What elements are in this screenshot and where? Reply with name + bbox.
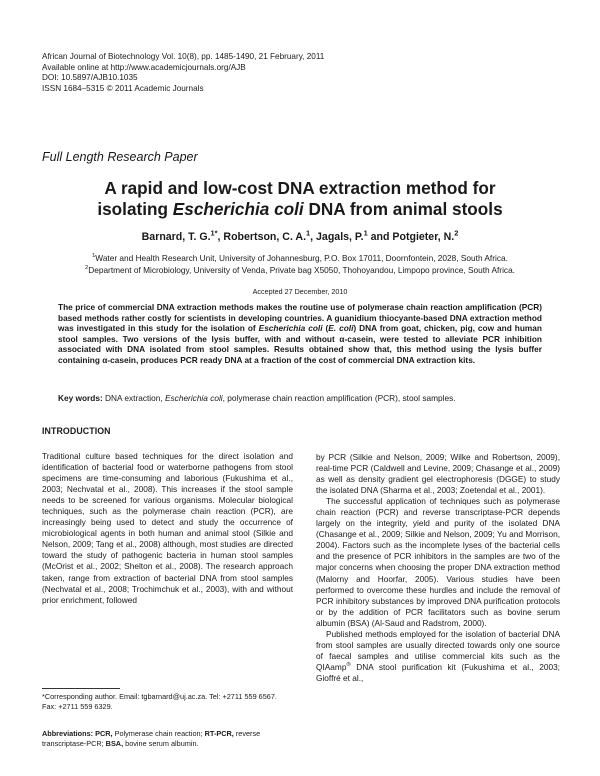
journal-header [42,52,324,94]
keywords-label: Key words: [58,393,103,403]
intro-paragraph-4-a: Published methods employed for the isolation of bacterial DNA from stool samples are usually directed towards only one source of faecal samples and utilise commercial kits such as the QIAamp [316,628,560,672]
journal-issn: ISSN 1684–5315 © 2011 Academic Journals [42,83,204,93]
corresponding-mark: * [214,228,218,238]
intro-paragraph-4 [316,629,560,684]
title-line-2-pre: isolating [97,199,173,219]
abstract-part-1: The price of commercial DNA extraction methods makes the routine use of polymerase chain reaction amplification (PCR) based methods rather costly for scientists in developing countries. A guanidium thiocyante-based DNA extraction method was investigated in this study for the isolation of [58,302,542,334]
abstract-part-3: ) DNA from goat, chicken, pig, cow and human stool samples. Two versions of the lysis buffer, with and without α-casein, were tested to alleviate PCR inhibition associated with DNA isolated from stool samples. Results obtained show that, this method using the lysis buffer containing α-casein, produces PCR ready DNA at a fraction of the cost of commercial DNA extraction kits. [58,323,542,365]
title-line-2-post: DNA from animal stools [303,199,503,219]
journal-citation: African Journal of Biotechnology Vol. 10(8), pp. 1485-1490, 21 February, 2011 [42,52,325,61]
accepted-date: Accepted 27 December, 2010 [252,287,348,296]
journal-doi: DOI: 10.5897/AJB10.1035 [42,73,138,83]
author-3-affil: 1 [363,228,368,238]
intro-paragraph-1: Traditional culture based techniques for the direct isolation and identification of bacterial food or waterborne pathogens from stool specimens are time-consuming and laborious (Fukushima et al., 2003; Nechvatal et al., 2008). This increases if the stool sample needs to be screened for various organisms. Molecular biological techniques, such as the polymerase chain reaction (PCR), are increasingly being used to detect and study the occurrence of microbiological agents in both human and animal stool (Silkie and Nelson, 2009; Tang et al., 2008) although, most studies are directed toward the study of pathogenic bacteria in human stool samples (McOrist et al., 2002; Shelton et al., 2008). The research approach taken, range from extraction of bacterial DNA from stool samples (Nechvatal et al., 2008; Trochimchuk et al., 2003), with and without prior enrichment, followed [42,451,293,605]
footnote-divider [42,688,120,689]
corresponding-author-footnote: *Corresponding author. Email: tgbarnard@uj.ac.za. Tel: +2711 559 6567. Fax: +2711 559 6329. [42,692,277,712]
author-2: , Robertson, C. A. [217,231,307,243]
affiliation-2-text: Department of Microbiology, University of Venda, Private bag X5050, Thohoyandou, Limpopo province, South Africa. [88,265,515,275]
author-4: and Potgieter, N. [367,231,455,243]
affiliation-2-number: 2 [84,265,89,272]
paper-category: Full Length Research Paper [42,150,198,164]
affiliation-1-number: 1 [92,253,96,260]
affiliation-1-text: Water and Health Research Unit, University of Johannesburg, P.O. Box 17011, Doornfontein, 2028, South Africa. [95,253,508,263]
abbrev-key-1: PCR, [93,729,113,738]
keywords-organism: Escherichia coli [165,393,223,403]
paper-title [40,178,560,220]
intro-paragraph-4-b: DNA stool purification kit (Fukushima et al., 2003; Gioffré et al., [316,661,560,683]
keywords [58,393,558,404]
text-column-left [42,451,293,606]
abstract-organism-short: E. coli [328,323,354,334]
author-1: Barnard, T. G. [141,231,211,243]
journal-availability: Available online at http://www.academicjournals.org/AJB [42,62,246,72]
abbrev-label: Abbreviations: [42,729,94,738]
abstract-part-2: ( [322,323,329,334]
author-2-affil: 1 [306,228,311,238]
intro-paragraph-2: by PCR (Silkie and Nelson, 2009; Wilke and Robertson, 2009), real-time PCR (Caldwell and Levine, 2009; Chasange et al., 2009) as well as density gradient gel electrophoresis (DGGE) to study the isolated DNA (Sharma et al., 2003; Zoetendal et al., 2001). [316,452,560,496]
section-heading-introduction: INTRODUCTION [42,426,111,436]
keywords-pre: DNA extraction, [102,393,165,403]
keywords-post: , polymerase chain reaction amplification (PCR), stool samples. [222,393,456,403]
abstract-organism: Escherichia coli [258,323,323,334]
author-4-affil: 2 [454,228,459,238]
abstract [58,302,542,366]
abbrev-value-1: Polymerase chain reaction; [112,729,203,738]
abbrev-key-2: RT-PCR, [202,729,234,738]
title-organism: Escherichia coli [172,199,304,219]
intro-paragraph-3: The successful application of techniques such as polymerase chain reaction (PCR) and reverse transcriptase-PCR depends largely on the integrity, yield and purity of the isolated DNA (Chasange et al., 2009; Silkie and Nelson, 2009; Yu and Morrison, 2004). Factors such as the incomplete lyses of the bacterial cells and the presence of PCR inhibitors in the samples are two of the major concerns when choosing the proper DNA extraction method (Malorny and Hoorfar, 2005). Various studies have been performed to overcome these hurdles and include the removal of PCR inhibitory substances by improved DNA purification protocols or by the addition of PCR facilitators such as bovine serum albumin (BSA) (Al-Saud and Radstrom, 2000). [316,496,560,628]
affiliation-1 [40,253,560,263]
abbrev-key-3: BSA, [103,739,124,749]
affiliation-2 [40,265,560,275]
registered-mark: ® [346,662,351,669]
author-1-affil: 1 [210,228,215,238]
title-line-2 [40,199,560,220]
text-column-right [316,452,560,684]
abbrev-value-2: reverse transcriptase-PCR; [42,729,261,749]
author-list [40,228,560,243]
abbreviations [42,729,293,750]
title-line-1: A rapid and low-cost DNA extraction method for [104,178,496,198]
author-3: , Jagals, P. [310,231,364,243]
abbrev-value-3: bovine serum albumin. [123,739,199,749]
